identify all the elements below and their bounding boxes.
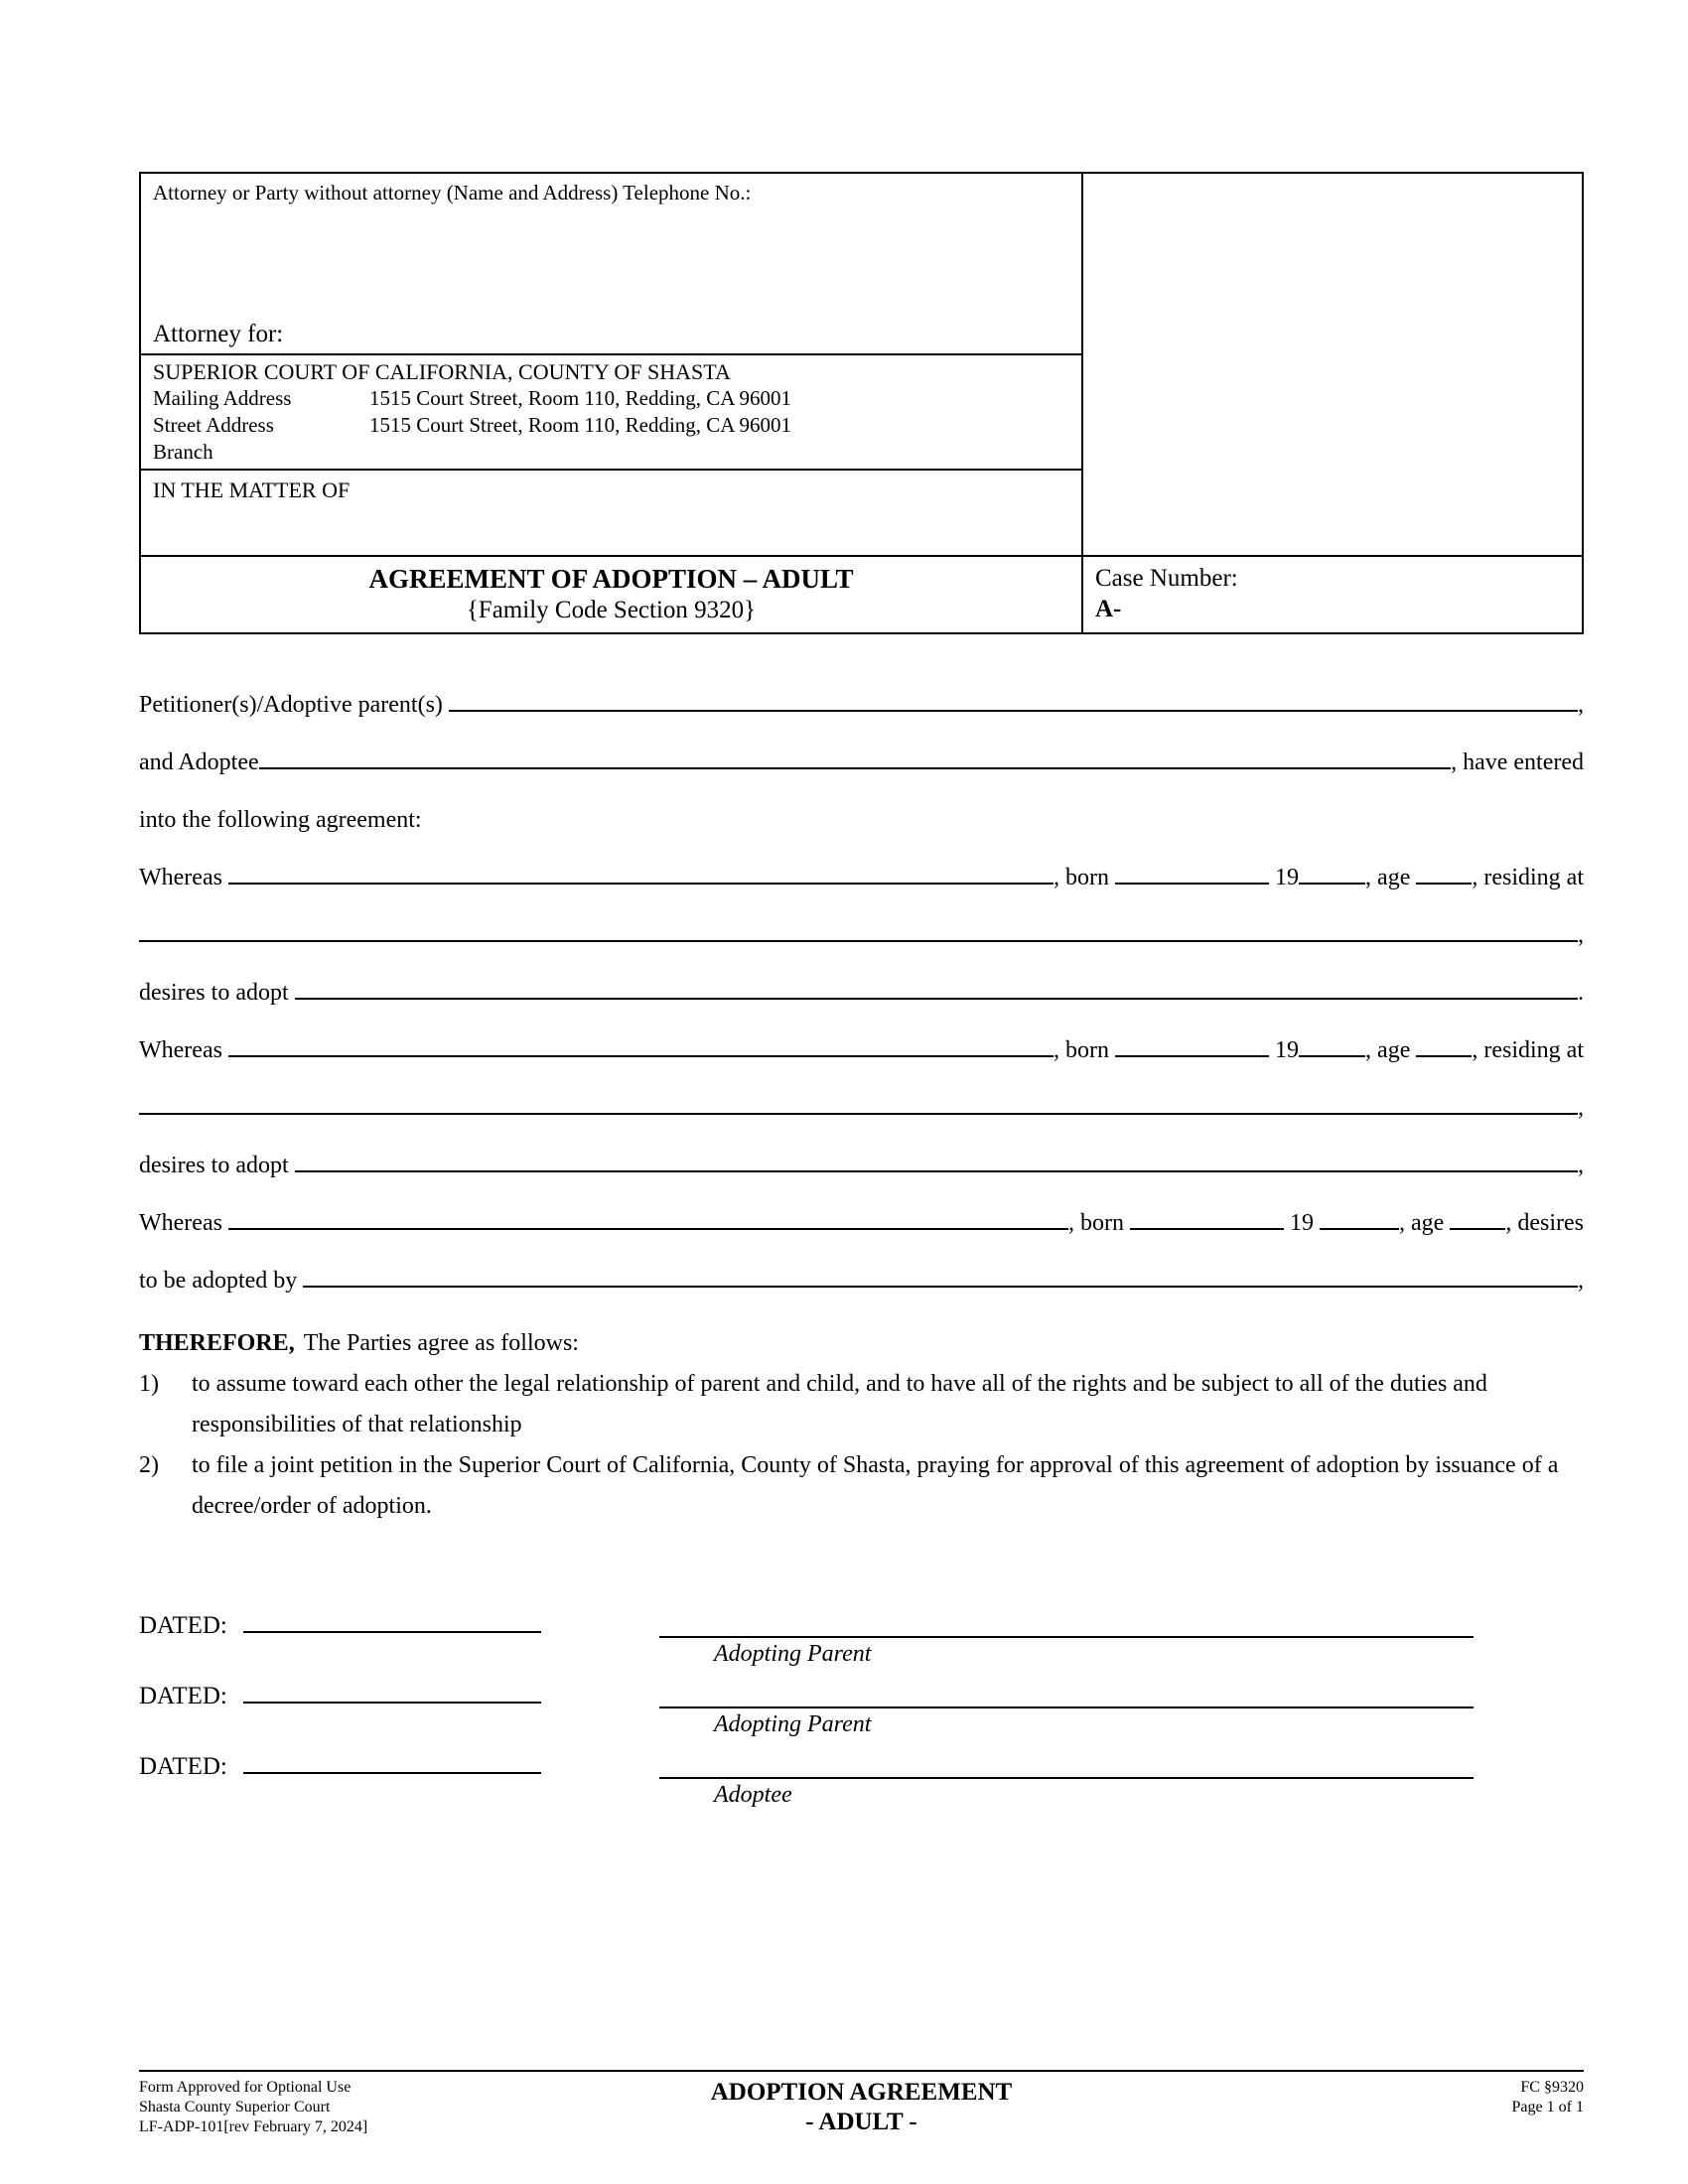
attorney-for-label: Attorney for: — [153, 320, 284, 347]
date-blank-3 — [243, 1772, 541, 1774]
whereas-1-age-blank — [1416, 883, 1472, 885]
whereas-3-year-prefix: 19 — [1284, 1210, 1321, 1236]
whereas-2-address-blank — [139, 1113, 1578, 1115]
agreement-item-2-text: to file a joint petition in the Superior Court of California, County of Shasta, praying for approval of this agreement of adoption by issuance of a decree/order of adoption. — [192, 1452, 1559, 1519]
signature-line-1 — [659, 1611, 1474, 1638]
whereas-2-adoptee-blank — [295, 1170, 1578, 1172]
agreement-item-1 — [139, 1364, 1584, 1445]
whereas-1-desires-label: desires to adopt — [139, 980, 295, 1006]
form-header-left-column — [141, 174, 1083, 632]
whereas-2-age-blank — [1416, 1055, 1472, 1057]
whereas-1-line-1 — [139, 863, 1584, 892]
street-address-row — [153, 412, 1069, 439]
whereas-3-year-blank — [1320, 1228, 1399, 1230]
signature-field-3 — [659, 1752, 1474, 1812]
whereas-2-line-1 — [139, 1035, 1584, 1065]
whereas-2-address-line — [139, 1093, 1584, 1123]
agreement-item-1-text: to assume toward each other the legal relationship of parent and child, and to have all of the rights and be subject to all of the duties and responsibilities of that relationship — [192, 1371, 1487, 1437]
dated-field-3 — [139, 1752, 659, 1812]
whereas-2-born-blank — [1115, 1055, 1269, 1057]
whereas-1-born-label: , born — [1054, 865, 1116, 890]
branch-label: Branch — [153, 439, 213, 464]
therefore-heading — [139, 1323, 1584, 1364]
signature-caption-3: Adoptee — [714, 1782, 792, 1808]
whereas-clause-1 — [139, 863, 1584, 1008]
dated-label-1: DATED: — [139, 1612, 234, 1639]
attorney-label: Attorney or Party without attorney (Name and Address) Telephone No.: — [153, 181, 752, 205]
form-header — [139, 172, 1584, 634]
title-section — [141, 555, 1081, 632]
street-address-value: 1515 Court Street, Room 110, Redding, CA 96001 — [369, 412, 792, 437]
signature-row-adopting-parent-1 — [139, 1611, 1584, 1671]
date-blank-1 — [243, 1631, 541, 1633]
signature-caption-1: Adopting Parent — [714, 1641, 872, 1667]
dated-label-2: DATED: — [139, 1683, 234, 1709]
court-use-box — [1083, 174, 1582, 555]
street-address-label: Street Address — [153, 412, 274, 437]
dated-label-3: DATED: — [139, 1753, 234, 1780]
whereas-1-year-prefix: 19 — [1269, 865, 1300, 890]
footer-title-line-1: ADOPTION AGREEMENT — [710, 2079, 1013, 2106]
signature-line-2 — [659, 1682, 1474, 1708]
whereas-1-year-blank — [1299, 883, 1365, 885]
agreement-item-1-number: 1) — [139, 1371, 159, 1397]
whereas-clause-2 — [139, 1035, 1584, 1180]
whereas-2-born-label: , born — [1054, 1037, 1116, 1063]
whereas-3-name-blank — [228, 1228, 1068, 1230]
whereas-3-line-1 — [139, 1208, 1584, 1238]
whereas-1-age-label: , age — [1365, 865, 1417, 890]
petitioner-line — [139, 690, 1584, 720]
agreement-intro-line — [139, 805, 1584, 835]
whereas-2-year-prefix: 19 — [1269, 1037, 1300, 1063]
whereas-3-age-label: , age — [1399, 1210, 1451, 1236]
attorney-section — [141, 174, 1081, 353]
whereas-2-desires-line — [139, 1151, 1584, 1180]
adoptee-label: and Adoptee — [139, 750, 259, 775]
petitioner-comma: , — [1578, 692, 1584, 718]
whereas-1-address-comma: , — [1578, 922, 1584, 948]
signature-field-2 — [659, 1682, 1474, 1741]
therefore-heading-bold: THEREFORE, — [139, 1330, 295, 1356]
therefore-heading-rest: The Parties agree as follows: — [303, 1330, 579, 1356]
signature-row-adopting-parent-2 — [139, 1682, 1584, 1741]
footer-form-number: LF-ADP-101[rev February 7, 2024] — [139, 2118, 368, 2135]
mailing-address-label: Mailing Address — [153, 385, 292, 410]
form-header-right-column — [1083, 174, 1582, 632]
footer-reference — [1107, 2078, 1584, 2117]
whereas-3-adopted-by-end: , — [1578, 1268, 1584, 1294]
whereas-3-born-label: , born — [1068, 1210, 1131, 1236]
whereas-3-age-blank — [1450, 1228, 1505, 1230]
signature-field-1 — [659, 1611, 1474, 1671]
page-content — [139, 172, 1584, 1823]
agreement-item-2 — [139, 1445, 1584, 1527]
signature-caption-2: Adopting Parent — [714, 1711, 872, 1737]
footer-title-line-2: - ADULT - — [805, 2109, 917, 2135]
whereas-1-born-blank — [1115, 883, 1269, 885]
whereas-1-lead: Whereas — [139, 865, 228, 890]
whereas-3-adopted-by-label: to be adopted by — [139, 1268, 304, 1294]
dated-field-1 — [139, 1611, 659, 1671]
whereas-2-age-label: , age — [1365, 1037, 1417, 1063]
signature-line-3 — [659, 1752, 1474, 1779]
whereas-3-desires-label: , desires — [1505, 1210, 1584, 1236]
signature-row-adoptee — [139, 1752, 1584, 1812]
whereas-2-lead: Whereas — [139, 1037, 228, 1063]
agreement-item-2-number: 2) — [139, 1452, 159, 1478]
petitioner-label: Petitioner(s)/Adoptive parent(s) — [139, 692, 449, 718]
form-title: AGREEMENT OF ADOPTION – ADULT — [368, 563, 854, 594]
case-number-section — [1083, 555, 1582, 632]
adoptee-suffix: , have entered — [1451, 750, 1584, 775]
footer-form-name — [616, 2078, 1107, 2137]
matter-section — [141, 469, 1081, 555]
whereas-1-residing-label: , residing at — [1472, 865, 1584, 890]
mailing-address-row — [153, 385, 1069, 412]
whereas-1-address-line — [139, 920, 1584, 950]
signature-section — [139, 1611, 1584, 1812]
whereas-2-year-blank — [1299, 1055, 1365, 1057]
whereas-2-address-comma: , — [1578, 1095, 1584, 1121]
whereas-2-desires-end: , — [1578, 1153, 1584, 1178]
whereas-1-desires-line — [139, 978, 1584, 1008]
case-number-label: Case Number: — [1095, 564, 1238, 592]
whereas-clause-3 — [139, 1208, 1584, 1296]
footer-code-reference: FC §9320 — [1520, 2079, 1584, 2096]
dated-field-2 — [139, 1682, 659, 1741]
branch-row — [153, 439, 1069, 466]
footer-approval-line-2: Shasta County Superior Court — [139, 2099, 331, 2116]
footer-approval-line-1: Form Approved for Optional Use — [139, 2079, 352, 2096]
therefore-section — [139, 1323, 1584, 1527]
footer-page-number: Page 1 of 1 — [1511, 2099, 1584, 2116]
whereas-2-residing-label: , residing at — [1472, 1037, 1584, 1063]
page-footer — [139, 2070, 1584, 2137]
court-name: SUPERIOR COURT OF CALIFORNIA, COUNTY OF SHASTA — [153, 358, 731, 384]
court-section — [141, 353, 1081, 469]
whereas-1-desires-end: . — [1578, 980, 1584, 1006]
petitioner-name-blank — [449, 710, 1578, 712]
footer-form-approval — [139, 2078, 616, 2137]
whereas-1-address-blank — [139, 940, 1578, 942]
date-blank-2 — [243, 1702, 541, 1704]
whereas-3-lead: Whereas — [139, 1210, 228, 1236]
form-subtitle: {Family Code Section 9320} — [466, 596, 757, 623]
whereas-1-adoptee-blank — [295, 998, 1578, 1000]
agreement-body — [139, 690, 1584, 1812]
matter-label: IN THE MATTER OF — [153, 477, 351, 502]
whereas-3-adopters-blank — [303, 1286, 1578, 1288]
whereas-3-born-blank — [1130, 1228, 1284, 1230]
agreement-intro-text: into the following agreement: — [139, 807, 422, 833]
whereas-2-desires-label: desires to adopt — [139, 1153, 295, 1178]
case-number-value: A- — [1095, 595, 1122, 622]
whereas-3-adopted-by-line — [139, 1266, 1584, 1296]
mailing-address-value: 1515 Court Street, Room 110, Redding, CA 96001 — [369, 385, 792, 410]
adoptee-name-blank — [259, 767, 1451, 769]
whereas-2-name-blank — [228, 1055, 1054, 1057]
whereas-1-name-blank — [228, 883, 1054, 885]
adoptee-line — [139, 748, 1584, 777]
